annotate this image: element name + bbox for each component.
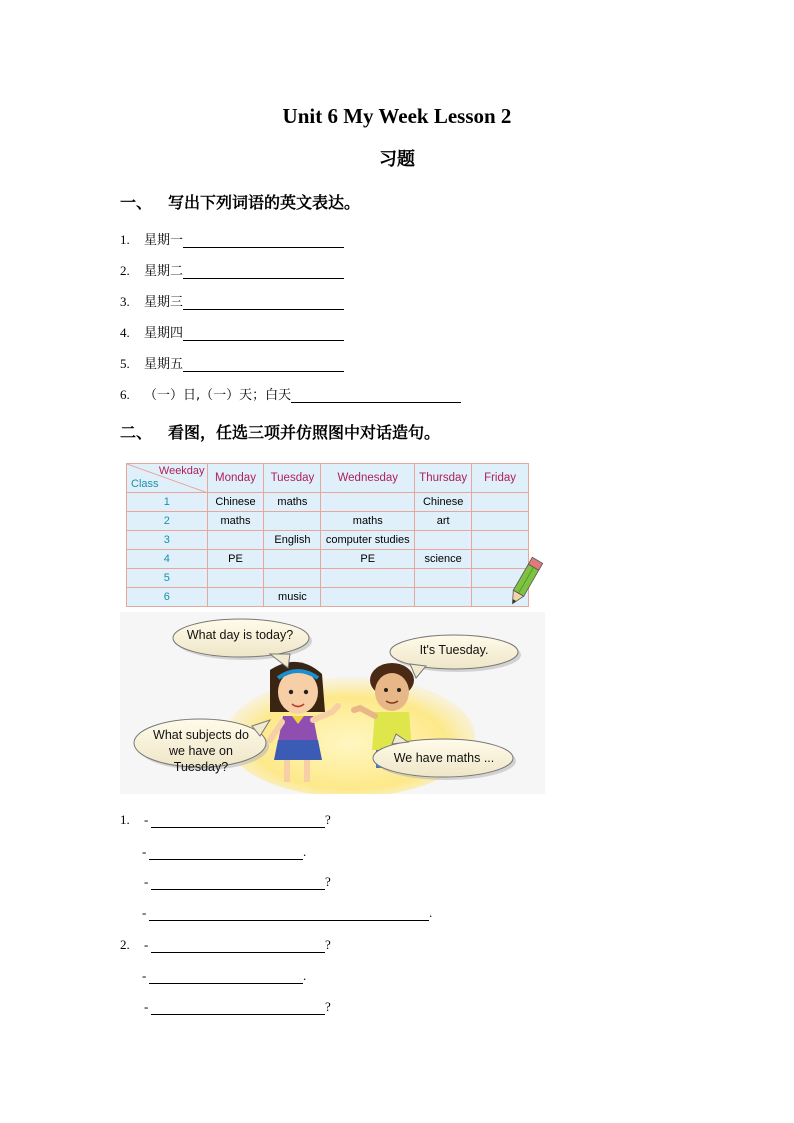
exercise-item: 4. 星期四	[120, 322, 344, 341]
table-row	[127, 550, 529, 569]
answer-line: - ?	[144, 999, 331, 1014]
section1-heading	[120, 190, 360, 213]
exercise-item: 1. 星期一	[120, 229, 344, 248]
class-label: Class	[131, 478, 159, 490]
table-cell	[415, 588, 472, 607]
answer-blank[interactable]	[149, 970, 303, 984]
pencil-icon	[505, 555, 545, 610]
table-cell	[415, 569, 472, 588]
table-cell	[207, 531, 264, 550]
table-cell	[264, 569, 321, 588]
table-cell	[472, 512, 529, 531]
section2-number: 二、	[120, 423, 153, 442]
answer-blank[interactable]	[149, 907, 429, 921]
answer-number: 1.	[120, 812, 130, 827]
day-header: Friday	[472, 464, 529, 493]
table-cell: Chinese	[207, 493, 264, 512]
table-cell: maths	[264, 493, 321, 512]
section2-text: 看图，任选三项并仿照图中对话造句。	[168, 423, 441, 442]
table-cell	[321, 588, 415, 607]
bubble-text-q1: What day is today?	[186, 628, 294, 642]
table-cell: English	[264, 531, 321, 550]
table-cell: computer studies	[321, 531, 415, 550]
bubble-text-a2: We have maths ...	[393, 751, 495, 765]
answer-blank[interactable]	[151, 876, 325, 890]
exercise-prompt: （一）日,（一）天；白天	[144, 388, 292, 403]
table-row	[127, 588, 529, 607]
table-cell	[472, 493, 529, 512]
answer-blank[interactable]	[183, 358, 344, 372]
bubble-text-a1: It's Tuesday.	[419, 643, 489, 657]
answer-number: 2.	[120, 937, 130, 952]
table-cell: PE	[207, 550, 264, 569]
table-cell	[321, 493, 415, 512]
exercise-prompt: 星期二	[144, 264, 184, 279]
table-cell	[264, 512, 321, 531]
section2-heading	[120, 420, 440, 443]
class-number: 2	[127, 512, 208, 531]
table-cell	[207, 569, 264, 588]
page-subtitle: 习题	[379, 149, 415, 170]
answer-blank[interactable]	[183, 234, 344, 248]
table-cell	[207, 588, 264, 607]
table-cell: PE	[321, 550, 415, 569]
answer-line: - ?	[144, 874, 331, 889]
answer-blank[interactable]	[183, 265, 344, 279]
answer-blank[interactable]	[151, 1001, 325, 1015]
table-cell: art	[415, 512, 472, 531]
page-title: Unit 6 My Week Lesson 2	[282, 104, 512, 128]
table-cell: maths	[321, 512, 415, 531]
table-cell	[321, 569, 415, 588]
table-cell	[472, 531, 529, 550]
weekday-label: Weekday	[158, 465, 205, 477]
bubble-text-q2: What subjects do we have on Tuesday?	[153, 728, 249, 774]
answer-blank[interactable]	[151, 814, 325, 828]
exercise-item: 5. 星期五	[120, 353, 344, 372]
exercise-prompt: 星期五	[144, 357, 184, 372]
answer-line: - .	[142, 905, 433, 920]
table-row	[127, 569, 529, 588]
timetable-corner	[127, 464, 208, 493]
exercise-prompt: 星期四	[144, 326, 184, 341]
table-cell: Chinese	[415, 493, 472, 512]
exercise-item: 3. 星期三	[120, 291, 344, 310]
section1-number: 一、	[120, 193, 153, 212]
answer-blank[interactable]	[183, 296, 344, 310]
answer-line: 2. - ?	[120, 937, 331, 952]
answer-line: - .	[142, 968, 307, 983]
table-cell	[264, 550, 321, 569]
exercise-item: 6. （一）日,（一）天；白天	[120, 384, 461, 403]
table-row	[127, 512, 529, 531]
answer-blank[interactable]	[291, 389, 461, 403]
timetable	[126, 463, 529, 606]
exercise-item: 2. 星期二	[120, 260, 344, 279]
day-header: Wednesday	[321, 464, 415, 493]
table-cell: music	[264, 588, 321, 607]
answer-blank[interactable]	[151, 939, 325, 953]
class-number: 4	[127, 550, 208, 569]
table-cell: science	[415, 550, 472, 569]
answer-line: 1. - ?	[120, 812, 331, 827]
answer-blank[interactable]	[149, 846, 303, 860]
class-number: 1	[127, 493, 208, 512]
day-header: Tuesday	[264, 464, 321, 493]
exercise-prompt: 星期三	[144, 295, 184, 310]
answer-blank[interactable]	[183, 327, 344, 341]
table-cell: maths	[207, 512, 264, 531]
class-number: 6	[127, 588, 208, 607]
day-header: Thursday	[415, 464, 472, 493]
exercise-prompt: 星期一	[144, 233, 184, 248]
class-number: 3	[127, 531, 208, 550]
section1-text: 写出下列词语的英文表达。	[168, 193, 361, 212]
table-row	[127, 531, 529, 550]
answer-line: - .	[142, 844, 307, 859]
table-row	[127, 493, 529, 512]
class-number: 5	[127, 569, 208, 588]
table-cell	[415, 531, 472, 550]
day-header: Monday	[207, 464, 264, 493]
